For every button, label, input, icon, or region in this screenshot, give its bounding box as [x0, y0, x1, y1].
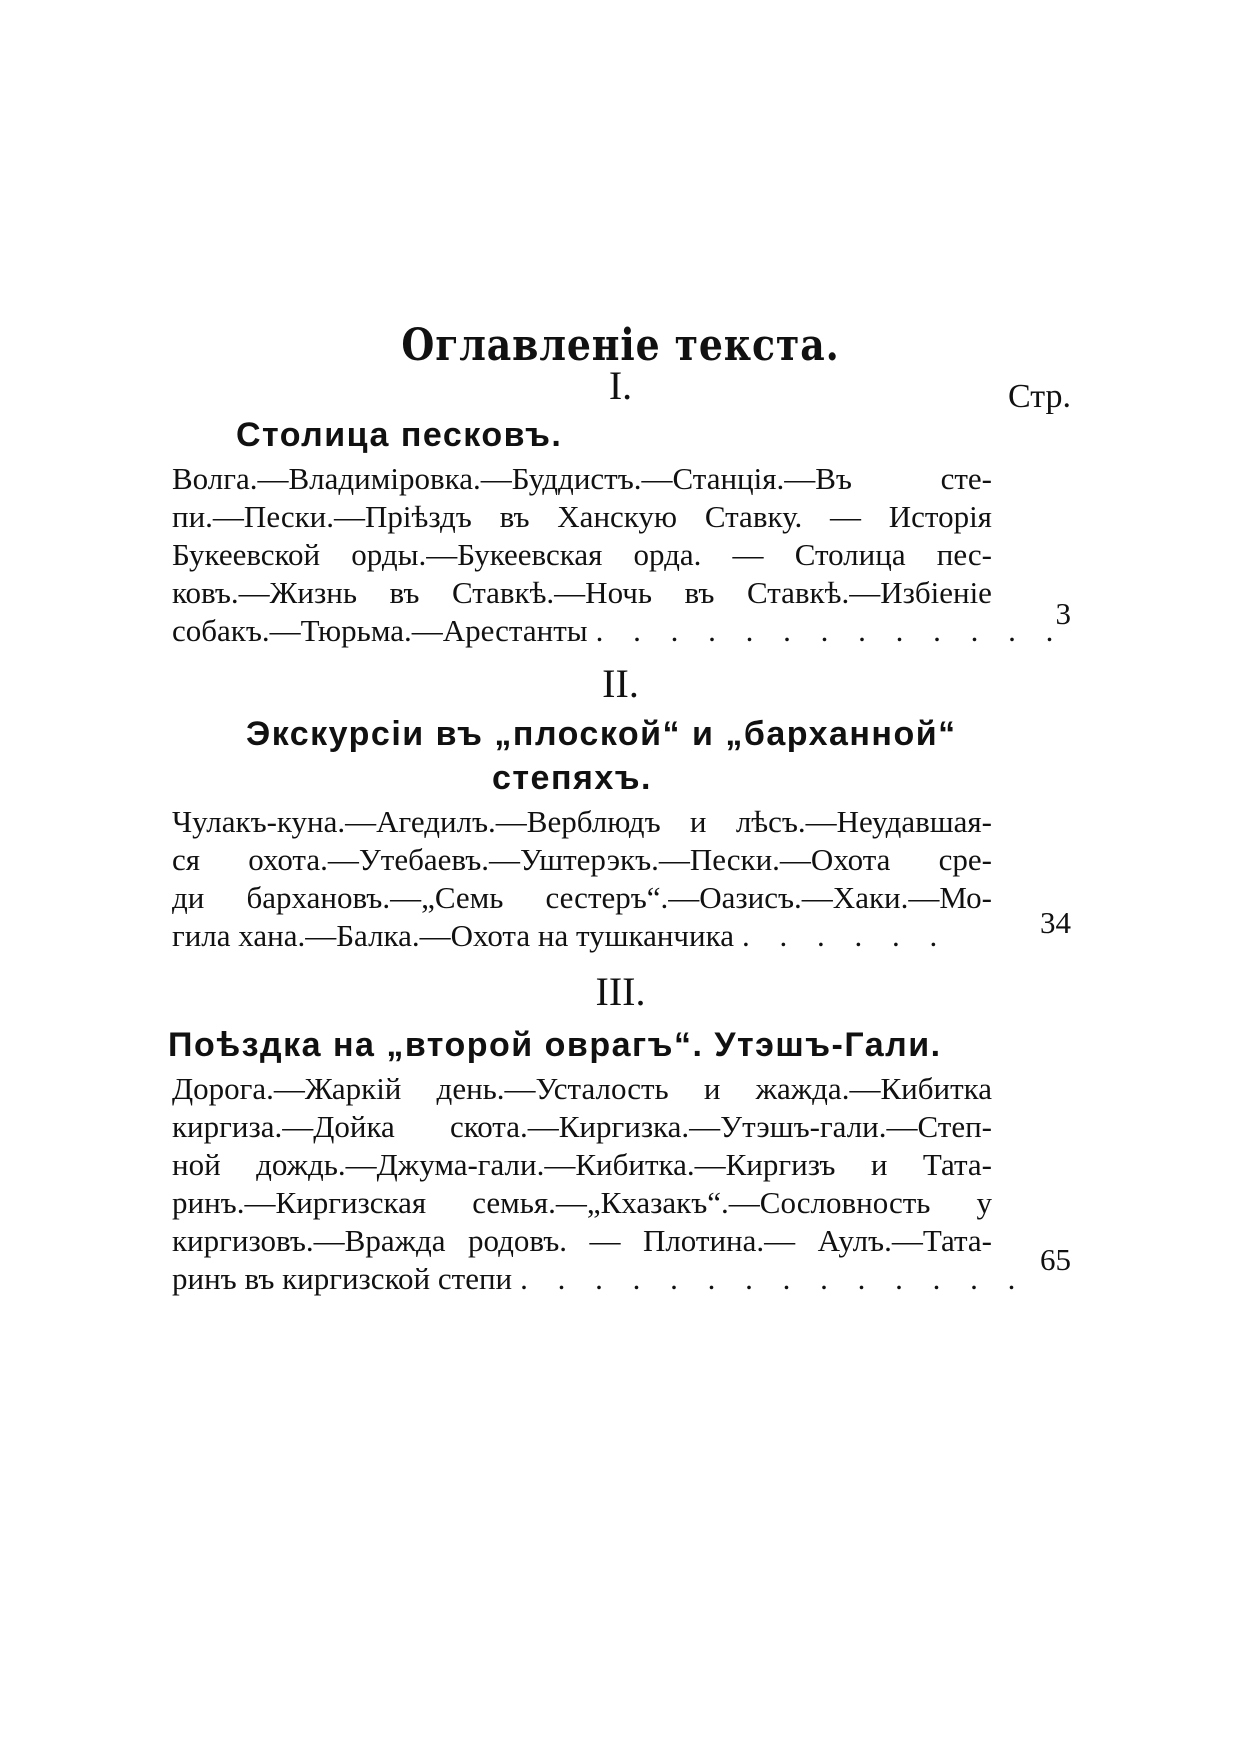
word: у [976, 1185, 992, 1220]
word: Ставку. [704, 499, 803, 534]
word: — [732, 537, 764, 572]
dot-leader: . . . . . . [741, 918, 949, 953]
word: Тата- [922, 1147, 992, 1182]
page-column-label: Стр. [1007, 378, 1071, 415]
contents-line [172, 803, 992, 841]
word: родовъ. [468, 1223, 568, 1258]
word: скота.—Киргизка.—Утэшъ-гали.—Степ- [449, 1109, 992, 1144]
word: Аулъ.—Тата- [817, 1223, 992, 1258]
word: въ [499, 499, 530, 534]
page-number: 34 [1040, 905, 1071, 940]
word: Дорога.—Жаркій [172, 1071, 402, 1106]
word: орда. [633, 537, 702, 572]
contents-line [172, 1146, 992, 1184]
contents-line-text: гила хана.—Балка.—Охота на тушканчика [172, 918, 734, 953]
contents-line [172, 460, 992, 498]
word: киргизовъ.—Вражда [172, 1223, 446, 1258]
word: — [830, 499, 861, 534]
word: Волга.—Владиміровка.—Буддистъ.—Станція.—Въ [172, 461, 852, 496]
word: киргиза.—Дойка [172, 1109, 395, 1144]
section-contents [172, 803, 992, 955]
word: дождь.—Джума-гали.—Кибитка.—Киргизъ [256, 1147, 836, 1182]
section-contents [172, 460, 1065, 650]
contents-line [172, 536, 992, 574]
contents-line-text: ринъ въ киргизской степи [172, 1261, 513, 1296]
contents-line-last [172, 917, 992, 955]
contents-line [172, 879, 992, 917]
section-contents [172, 1070, 1027, 1298]
word: пес- [936, 537, 992, 572]
contents-line-text: собакъ.—Тюрьма.—Арестанты [172, 613, 588, 648]
word: въ [684, 575, 715, 610]
word: ся [172, 842, 201, 877]
word: — [589, 1223, 621, 1258]
word: орды.—Букеевская [351, 537, 603, 572]
word: пи.—Пески.—Пріѣздъ [172, 499, 472, 534]
page-number: 3 [1055, 596, 1071, 631]
word: ди [172, 880, 205, 915]
section-title: Экскурсіи въ „плоской“ и „барханной“ [246, 715, 957, 753]
word: и [689, 804, 707, 839]
section-numeral: II. [602, 661, 639, 706]
word: ринъ.—Киргизская [172, 1185, 427, 1220]
contents-line [172, 1070, 992, 1108]
contents-line [172, 574, 992, 612]
word: лѣсъ.—Неудавшая- [735, 804, 992, 839]
contents-line [172, 498, 992, 536]
contents-line-last [172, 1260, 1027, 1298]
word: и [703, 1071, 721, 1106]
word: Исторія [888, 499, 992, 534]
contents-line [172, 1222, 992, 1260]
word: сестеръ“.—Оазисъ.—Хаки.—Мо- [545, 880, 992, 915]
word: Чулакъ-куна.—Агедилъ.—Верблюдъ [172, 804, 661, 839]
word: семья.—„Кхазакъ“.—Сословность [472, 1185, 931, 1220]
section-numeral: I. [608, 363, 633, 408]
word: сре- [938, 842, 992, 877]
section-title: Поѣздка на „второй оврагъ“. Утэшъ-Гали. [168, 1026, 942, 1064]
word: Плотина.— [642, 1223, 796, 1258]
contents-line [172, 1184, 992, 1222]
section-title-continued: степяхъ. [492, 759, 652, 797]
contents-line-last [172, 612, 1065, 650]
word: сте- [940, 461, 992, 496]
section-title: Столица песковъ. [236, 416, 563, 454]
word: день.—Усталость [436, 1071, 669, 1106]
word: Столица [794, 537, 906, 572]
contents-line [172, 841, 992, 879]
dot-leader: . . . . . . . . . . . . . . [520, 1261, 1027, 1296]
contents-line [172, 1108, 992, 1146]
page-number: 65 [1040, 1242, 1071, 1277]
section-numeral: III. [595, 969, 646, 1014]
page-title: Оглавленіе текста. [401, 320, 840, 371]
word: охота.—Утебаевъ.—Уштерэкъ.—Пески.—Охота [248, 842, 891, 877]
word: ной [172, 1147, 221, 1182]
word: и [870, 1147, 888, 1182]
word: бархановъ.—„Семь [246, 880, 504, 915]
word: Ставкѣ.—Избіеніе [746, 575, 992, 610]
word: въ [389, 575, 420, 610]
word: жажда.—Кибитка [755, 1071, 992, 1106]
word: Букеевской [172, 537, 321, 572]
word: Ханскую [557, 499, 678, 534]
word: Ставкѣ.—Ночь [451, 575, 652, 610]
dot-leader: . . . . . . . . . . . . . [595, 613, 1065, 648]
word: ковъ.—Жизнь [172, 575, 357, 610]
